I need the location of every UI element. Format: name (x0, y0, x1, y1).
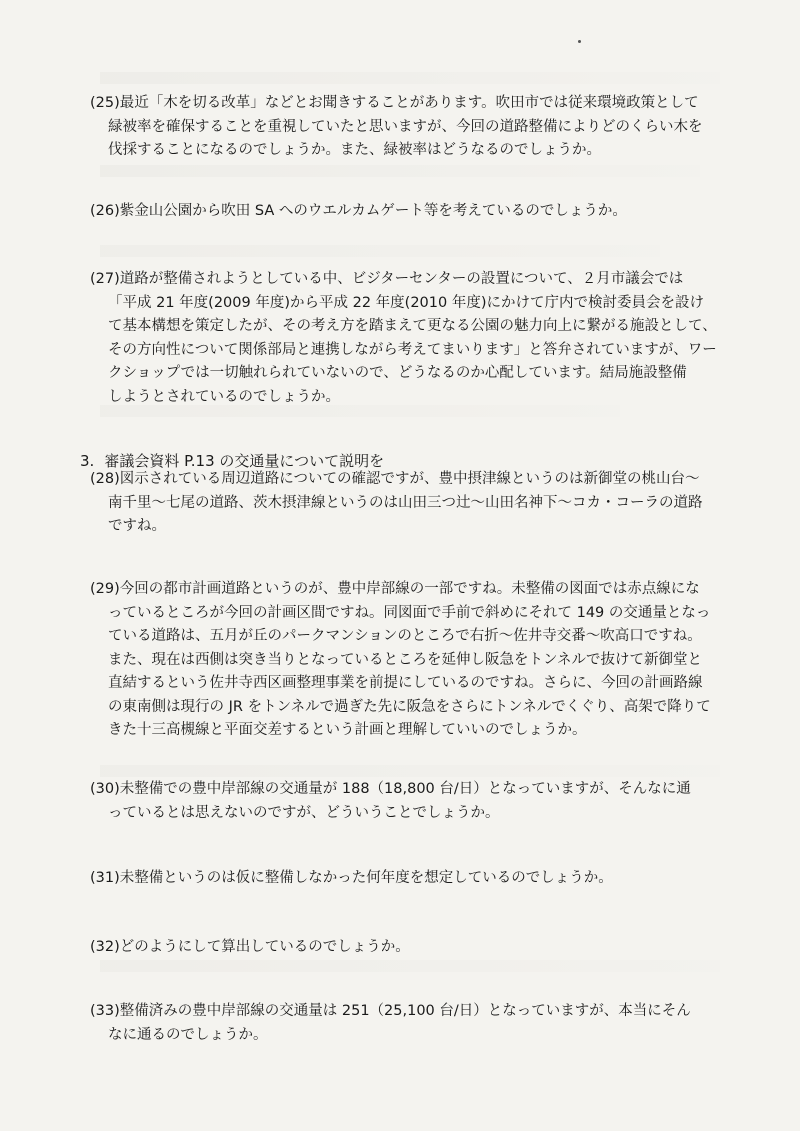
question-line: また、現在は西側は突き当りとなっているところを延伸し阪急をトンネルで抜けて新御堂と (108, 651, 703, 668)
bleed-through (100, 960, 720, 972)
question-number: (30) (90, 781, 120, 797)
question-31 (90, 867, 730, 891)
question-line: 未整備というのは仮に整備しなかった何年度を想定しているのでしょうか。 (119, 870, 613, 886)
question-line: 最近「木を切る改革」などとお聞きすることがあります。吹田市では従来環境政策として (119, 95, 699, 111)
question-33 (90, 1000, 730, 1047)
question-line: 南千里～七尾の道路、茨木摂津線というのは山田三つ辻～山田名神下～コカ・コーラの道路 (108, 494, 703, 511)
question-line: 未整備での豊中岸部線の交通量が 188（18,800 台/日）となっていますが、そんなに通 (119, 781, 691, 797)
bleed-through (100, 245, 660, 257)
question-number: (26) (90, 203, 120, 219)
question-number: (29) (90, 581, 120, 597)
question-line: なに通るのでしょうか。 (108, 1026, 268, 1043)
question-line: 「平成 21 年度(2009 年度)から平成 22 年度(2010 年度)にかけて庁内で検討委員会を設け (108, 294, 704, 311)
section-title: 審議会資料 P.13 の交通量について説明を (104, 452, 385, 470)
question-line: 緑被率を確保することを重視していたと思いますが、今回の道路整備によりどのくらい木を (108, 118, 703, 135)
question-line: の東南側は現行の JR をトンネルで過ぎた先に阪急をさらにトンネルでくぐり、高架で降りて (108, 698, 711, 715)
question-30 (90, 778, 730, 825)
bleed-through (100, 72, 720, 84)
question-26 (90, 200, 730, 224)
bleed-through (100, 165, 700, 177)
question-25 (90, 92, 730, 163)
question-number: (31) (90, 870, 120, 886)
question-line: 紫金山公園から吹田 SA へのウエルカムゲート等を考えているのでしょうか。 (119, 203, 627, 219)
question-28 (90, 468, 730, 539)
question-27 (90, 268, 730, 409)
scan-speck (578, 40, 581, 43)
question-29 (90, 578, 730, 743)
question-number: (32) (90, 939, 120, 955)
question-line: ですね。 (108, 518, 166, 534)
bleed-through (100, 765, 720, 777)
question-number: (33) (90, 1003, 120, 1019)
question-line: 図示されている周辺道路についての確認ですが、豊中摂津線というのは新御堂の桃山台～ (119, 471, 700, 487)
question-number: (25) (90, 95, 120, 111)
question-line: っているところが今回の計画区間ですね。同図面で手前で斜めにそれて 149 の交通量となっ (108, 604, 711, 621)
question-line: 整備済みの豊中岸部線の交通量は 251（25,100 台/日）となっていますが、本当にそん (119, 1003, 691, 1019)
question-line: 直結するという佐井寺西区画整理事業を前提にしているのですね。さらに、今回の計画路線 (108, 675, 703, 691)
question-32 (90, 936, 730, 960)
question-line: きた十三高槻線と平面交差するという計画と理解していいのでしょうか。 (108, 722, 587, 738)
question-line: て基本構想を策定したが、その考え方を踏まえて更なる公園の魅力向上に繋がる施設として、 (108, 318, 717, 334)
question-line: 道路が整備されようとしている中、ビジターセンターの設置について、２月市議会では (119, 271, 684, 287)
question-line: しようとされているのでしょうか。 (108, 388, 340, 405)
question-line: その方向性について関係部局と連携しながら考えてまいります」と答弁されていますが、ワー (108, 341, 717, 358)
question-line: どのようにして算出しているのでしょうか。 (119, 939, 410, 955)
question-line: 伐採することになるのでしょうか。また、緑被率はどうなるのでしょうか。 (108, 142, 601, 158)
section-number: 3. (80, 452, 95, 470)
question-line: っているとは思えないのですが、どういうことでしょうか。 (108, 804, 500, 821)
question-line: ている道路は、五月が丘のパークマンションのところで右折～佐井寺交番～吹高口ですね。 (108, 628, 702, 644)
question-line: クショップでは一切触れられていないので、どうなるのか心配しています。結局施設整備 (108, 365, 687, 381)
question-number: (28) (90, 471, 120, 487)
question-number: (27) (90, 271, 120, 287)
question-line: 今回の都市計画道路というのが、豊中岸部線の一部ですね。未整備の図面では赤点線にな (119, 581, 700, 597)
